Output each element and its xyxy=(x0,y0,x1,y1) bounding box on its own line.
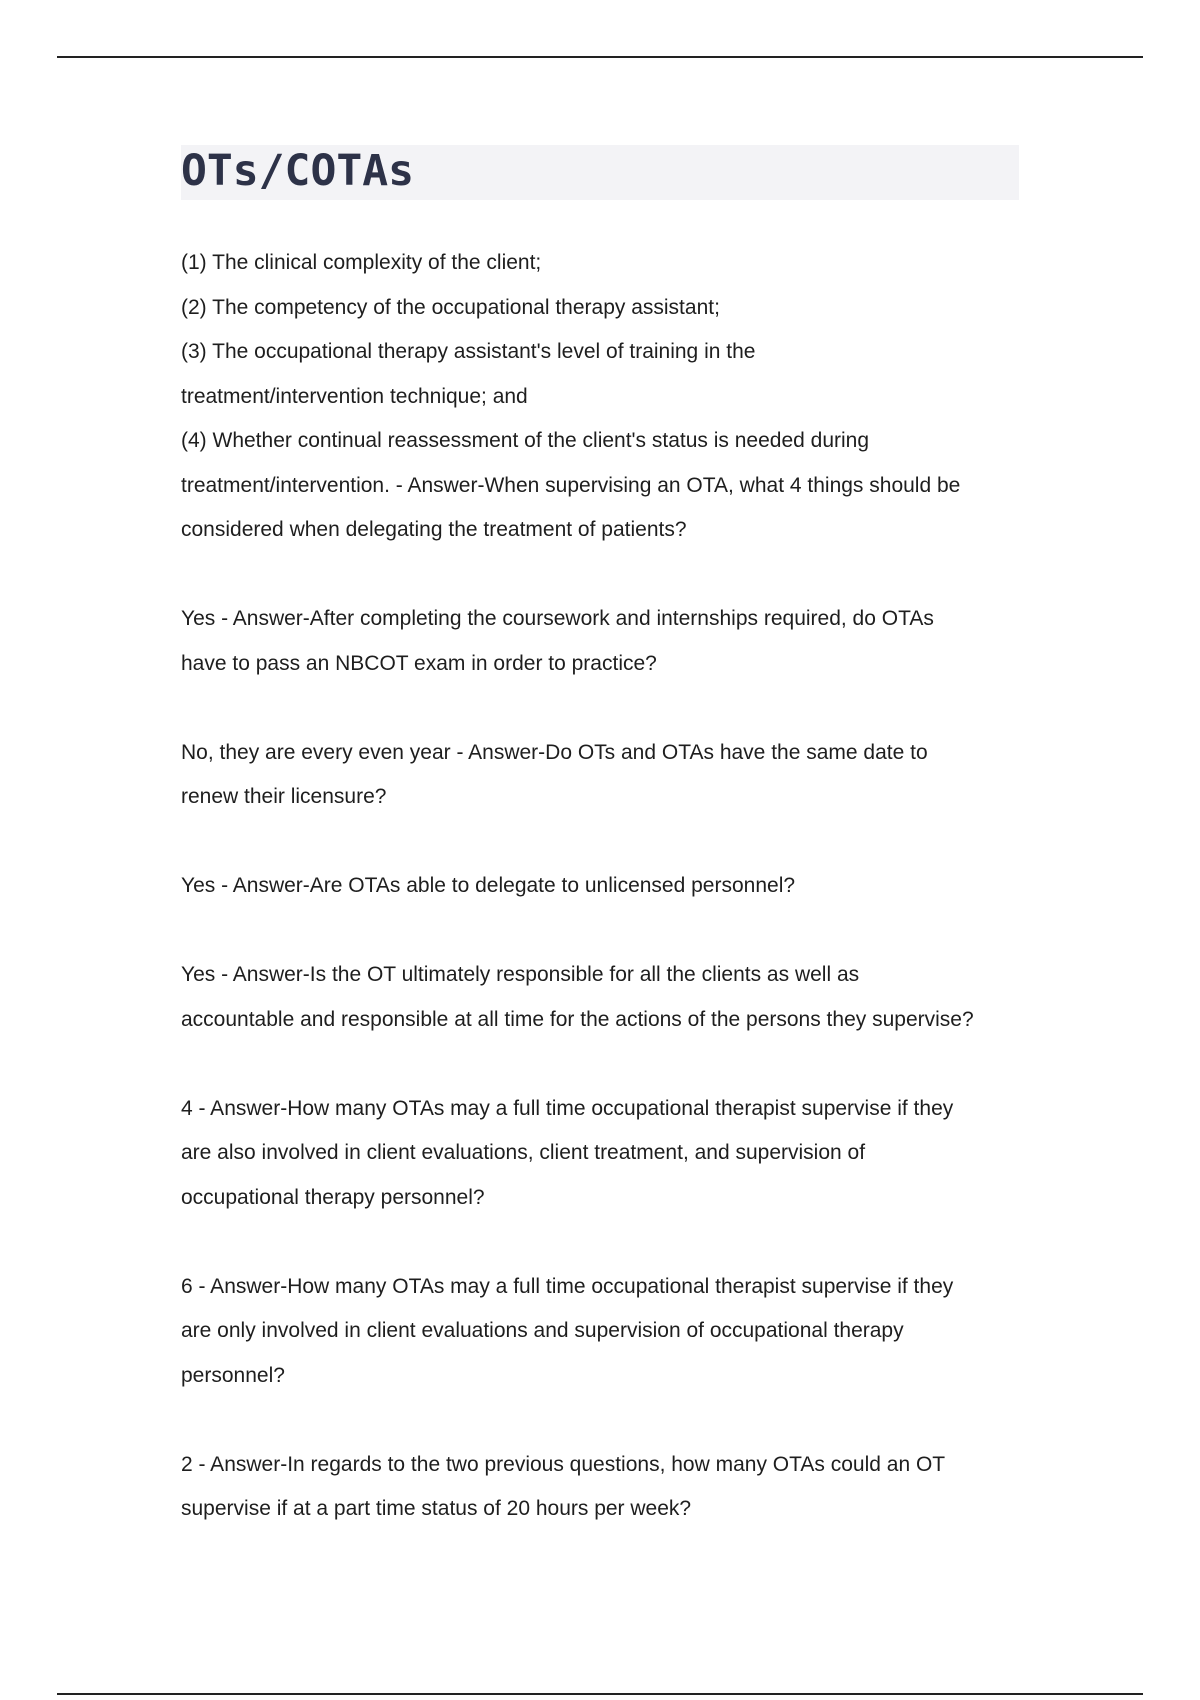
text-line: supervise if at a part time status of 20 hours per week? xyxy=(181,1497,692,1520)
text-line: No, they are every even year - Answer-Do OTs and OTAs have the same date to xyxy=(181,740,928,764)
qa-content xyxy=(181,241,1041,1532)
text-line: considered when delegating the treatment of patients? xyxy=(181,518,687,541)
text-line: 4 - Answer-How many OTAs may a full time occupational therapist supervise if they xyxy=(181,1096,954,1120)
text-line: (3) The occupational therapy assistant's level of training in the xyxy=(181,340,756,363)
text-line: 6 - Answer-How many OTAs may a full time occupational therapist supervise if they xyxy=(181,1274,954,1298)
text-line: treatment/intervention. - Answer-When supervising an OTA, what 4 things should be xyxy=(181,473,961,497)
header-rule xyxy=(57,56,1143,58)
text-line: Yes - Answer-After completing the coursework and internships required, do OTAs xyxy=(181,607,934,630)
qa-entry-3 xyxy=(181,731,1041,820)
qa-entry-6 xyxy=(181,1087,1041,1221)
qa-entry-5 xyxy=(181,953,1041,1042)
text-line: are only involved in client evaluations and supervision of occupational therapy xyxy=(181,1319,904,1342)
text-line: accountable and responsible at all time for the actions of the persons they supervise? xyxy=(181,1007,974,1031)
text-line: (4) Whether continual reassessment of the client's status is needed during xyxy=(181,429,870,452)
text-line: (2) The competency of the occupational therapy assistant; xyxy=(181,295,720,319)
text-line: personnel? xyxy=(181,1363,285,1387)
qa-entry-8 xyxy=(181,1443,1041,1532)
qa-entry-2 xyxy=(181,597,1041,686)
text-line: 2 - Answer-In regards to the two previous questions, how many OTAs could an OT xyxy=(181,1452,946,1476)
text-line: Yes - Answer-Are OTAs able to delegate to unlicensed personnel? xyxy=(181,874,796,897)
text-line: occupational therapy personnel? xyxy=(181,1185,485,1209)
text-line: renew their licensure? xyxy=(181,785,387,808)
qa-entry-7 xyxy=(181,1265,1041,1399)
qa-entry-4 xyxy=(181,864,1041,909)
qa-entry-1 xyxy=(181,241,1041,553)
text-line: (1) The clinical complexity of the client; xyxy=(181,251,542,274)
text-line: treatment/intervention technique; and xyxy=(181,384,528,408)
footer-rule xyxy=(57,1693,1143,1695)
text-line: are also involved in client evaluations, client treatment, and supervision of xyxy=(181,1141,866,1164)
page-title: OTs/COTAs xyxy=(181,146,414,196)
text-line: Yes - Answer-Is the OT ultimately responsible for all the clients as well as xyxy=(181,963,860,986)
text-line: have to pass an NBCOT exam in order to practice? xyxy=(181,651,657,675)
